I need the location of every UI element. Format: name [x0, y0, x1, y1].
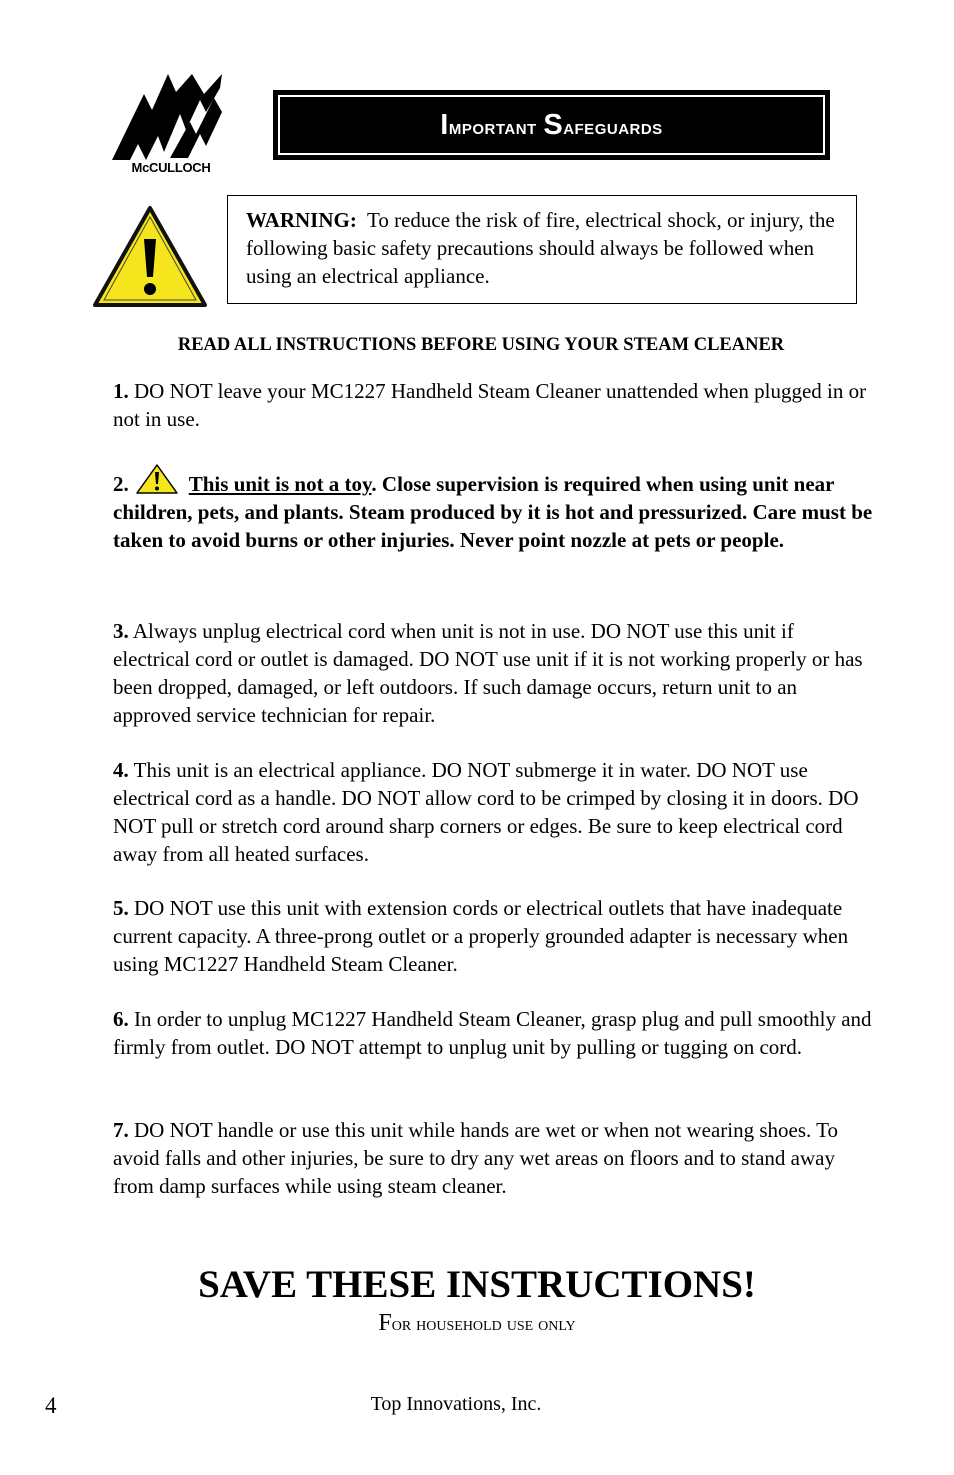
safeguard-item: 1. DO NOT leave your MC1227 Handheld Steam Cleaner unattended when plugged in or not in use. — [113, 379, 867, 431]
safeguard-item: 6. In order to unplug MC1227 Handheld Steam Cleaner, grasp plug and pull smoothly and firmly from outlet. DO NOT attempt to unplug unit by pulling or tugging on cord. — [113, 1007, 872, 1059]
safeguard-item: 4. This unit is an electrical appliance. DO NOT submerge it in water. DO NOT use electrical cord as a handle. DO NOT allow cord to be crimped by closing it in doors. DO NOT pull or stretch cord around sharp corners or edges. Be sure to keep electrical cord away from all heated surfaces. — [113, 758, 859, 866]
page-number: 4 — [45, 1393, 57, 1418]
safeguard-item: 5. DO NOT use this unit with extension cords or electrical outlets that have inadequate current capacity. A three-prong outlet or a properly grounded adapter is necessary when using MC1227 Handheld Steam Cleaner. — [113, 896, 849, 976]
warning-text: To reduce the risk of fire, electrical shock, or injury, the following basic safety precautions should always be followed when using an electrical appliance. — [246, 208, 840, 288]
warning-label: WARNING: — [246, 208, 357, 232]
warning-box — [227, 195, 857, 304]
page-title: Important Safeguards — [440, 108, 663, 141]
title-banner — [273, 90, 830, 160]
save-instructions-heading: SAVE THESE INSTRUCTIONS! — [198, 1263, 756, 1306]
safeguard-item: 7. DO NOT handle or use this unit while hands are wet or when not wearing shoes. To avoid falls and other injuries, be sure to dry any wet areas on floors and to stand away from damp surfaces while using steam cleaner. — [113, 1118, 839, 1198]
safeguard-item: 3. Always unplug electrical cord when unit is not in use. DO NOT use this unit if electrical cord or outlet is damaged. DO NOT use unit if it is not working properly or has been dropped, damaged, or left outdoors. If such damage occurs, return unit to an approved service technician for repair. — [113, 619, 863, 727]
logo-wordmark: McCULLOCH — [131, 160, 211, 175]
warning-triangle-icon — [92, 205, 208, 313]
household-use-note: For household use only — [378, 1310, 576, 1336]
caution-icon — [135, 463, 179, 495]
footer-company: Top Innovations, Inc. — [370, 1393, 542, 1415]
safeguard-item: 2. This unit is not a toy. Close supervision is required when using unit near children, pets, and plants. Steam produced by it is hot and pressurized. Care must be taken to avoid burns or other injuries. Never point nozzle at pets or people. — [113, 463, 873, 554]
read-all-heading: READ ALL INSTRUCTIONS BEFORE USING YOUR STEAM CLEANER — [177, 335, 785, 355]
